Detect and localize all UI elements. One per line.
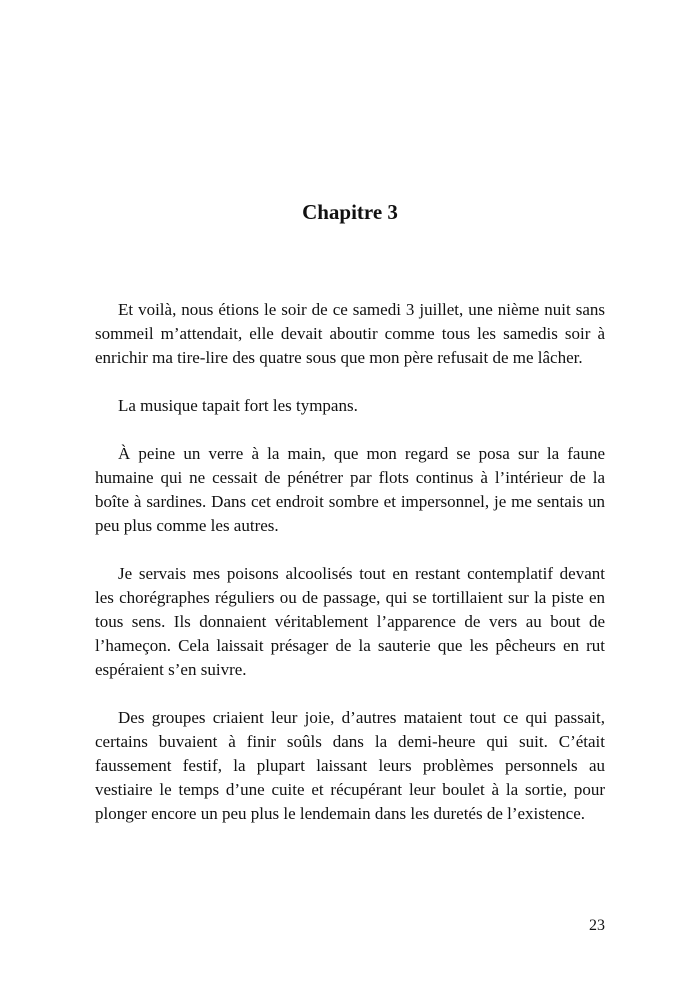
chapter-title: Chapitre 3 bbox=[302, 200, 398, 224]
paragraph: Et voilà, nous étions le soir de ce samedi 3 juillet, une nième nuit sans sommeil m’attendait, elle devait aboutir comme tous les samedis soir à enrichir ma tire-lire des quatre sous que mon père refusait de me lâcher. bbox=[95, 300, 605, 367]
paragraph: La musique tapait fort les tympans. bbox=[118, 396, 358, 415]
chapter-body bbox=[95, 298, 605, 850]
page-number: 23 bbox=[589, 917, 605, 934]
paragraph: À peine un verre à la main, que mon regard se posa sur la faune humaine qui ne cessait de pénétrer par flots continus à l’intérieur de la boîte à sardines. Dans cet endroit sombre et impersonnel, je me sentais un peu plus comme les autres. bbox=[95, 444, 605, 535]
paragraph: Je servais mes poisons alcoolisés tout en restant contemplatif devant les chorégraphes réguliers ou de passage, qui se tortillaient sur la piste en tous sens. Ils donnaient véritablement l’apparence de vers au bout de l’hameçon. Cela laissait présager de la sauterie que les pêcheurs en rut espéraient s’en suivre. bbox=[95, 564, 605, 679]
paragraph: Des groupes criaient leur joie, d’autres mataient tout ce qui passait, certains buvaient à finir soûls dans la demi-heure qui suit. C’était faussement festif, la plupart laissant leurs problèmes personnels au vestiaire le temps d’une cuite et récupérant leur boulet à la sortie, pour plonger encore un peu plus le lendemain dans les duretés de l’existence. bbox=[95, 708, 605, 823]
